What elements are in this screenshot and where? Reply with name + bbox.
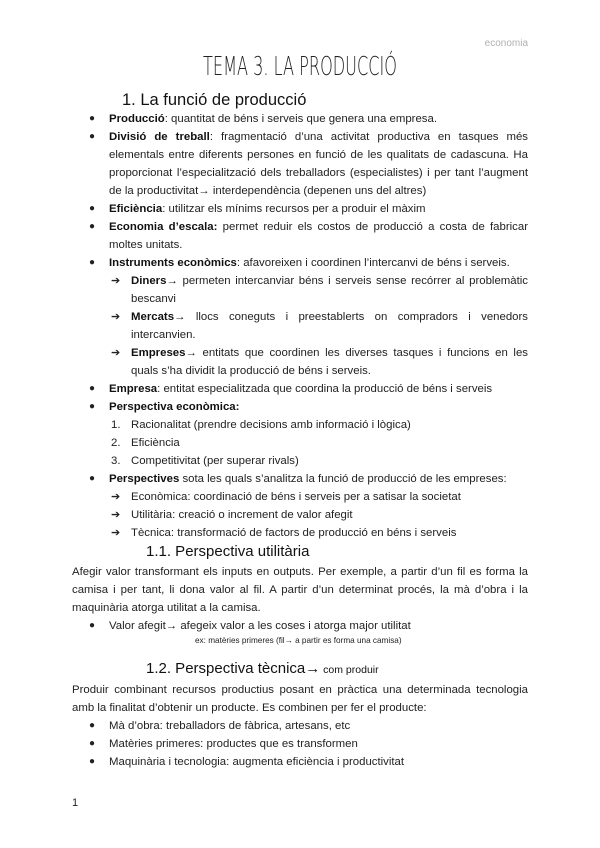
numbered-item: 1. Racionalitat (prendre decisions amb informació i lògica): [111, 419, 411, 431]
list-item: ● Economia d’escala: permet reduir els costos de producció a costa de fabricar moltes unitats.: [89, 221, 528, 251]
sub-list-item: ➔ Utilitària: creació o increment de valor afegit: [111, 509, 353, 521]
section-1-1-body: [72, 563, 528, 647]
sub-list-item: ➔ Mercats→ llocs coneguts i preestablerts on compradors i venedors intercanvien.: [111, 311, 528, 341]
list-item: ● Mà d’obra: treballadors de fàbrica, artesans, etc: [89, 720, 351, 732]
numbered-item: 2. Eficiència: [111, 437, 180, 449]
list-item: ● Instruments econòmics: afavoreixen i coordinen l’intercanvi de béns i serveis.: [89, 257, 510, 269]
list-item: ● Maquinària i tecnologia: augmenta eficiència i productivitat: [89, 756, 405, 768]
page-title: TEMA 3. LA PRODUCCIÓ: [203, 52, 397, 82]
list-item: ● Perspectiva econòmica:: [89, 401, 240, 413]
paragraph: Afegir valor transformant els inputs en outputs. Per exemple, a partir d’un fil es forma la camisa i per tant, li dona valor al fil. A partir d’un determinat procés, la mà d’obra i la maquinària atorga utilitat a la camisa.: [72, 566, 528, 614]
section-heading-1-1: 1.1. Perspectiva utilitària: [146, 543, 310, 560]
section-heading-1: 1. La funció de producció: [122, 91, 307, 109]
sub-list-item: ➔ Diners→ permeten intercanviar béns i serveis sense recórrer al problemàtic bescanvi: [111, 275, 528, 305]
section-heading-1-2: 1.2. Perspectiva tècnica→ com produir: [146, 660, 379, 677]
numbered-item: 3. Competitivitat (per superar rivals): [111, 455, 299, 467]
sub-list-item: ➔ Econòmica: coordinació de béns i serveis per a satisar la societat: [111, 491, 461, 503]
list-item: ● Perspectives sota les quals s’analitza la funció de producció de les empreses:: [89, 473, 507, 485]
list-item: ● Empresa: entitat especialitzada que coordina la producció de béns i serveis: [89, 383, 493, 395]
example-note: ex: matèries primeres (fil→ a partir es forma una camisa): [195, 636, 402, 645]
list-item: ● Eficiència: utilitzar els mínims recursos per a produir el màxim: [89, 203, 426, 215]
header-label: economia: [484, 38, 528, 49]
list-item: ● Divisió de treball: fragmentació d’una activitat productiva en tasques més elementals entre diferents persones en funció de les qualitats de cadascuna. Ha proporcionat l’especialització dels treballadors (especialistes) i per tant l’augment de la productivitat→ interdependència (depenen uns del altres): [89, 131, 529, 197]
list-item: ● Producció: quantitat de béns i serveis que genera una empresa.: [89, 113, 437, 125]
list-item: ● Matèries primeres: productes que es transformen: [89, 738, 358, 750]
list-item: ● Valor afegit→ afegeix valor a les coses i atorga major utilitat: [89, 620, 411, 632]
sub-list-item: ➔ Tècnica: transformació de factors de producció en béns i serveis: [111, 527, 457, 539]
section-1-2-body: [72, 681, 528, 771]
section-1-body: [72, 110, 528, 542]
sub-list-item: ➔ Empreses→ entitats que coordinen les diverses tasques i funcions en les quals s’ha dividit la producció de béns i serveis.: [111, 347, 528, 377]
page-number: 1: [72, 797, 79, 809]
paragraph: Produir combinant recursos productius posant en pràctica una determinada tecnologia amb la finalitat d’obtenir un producte. Es combinen per fer el producte:: [72, 684, 528, 714]
